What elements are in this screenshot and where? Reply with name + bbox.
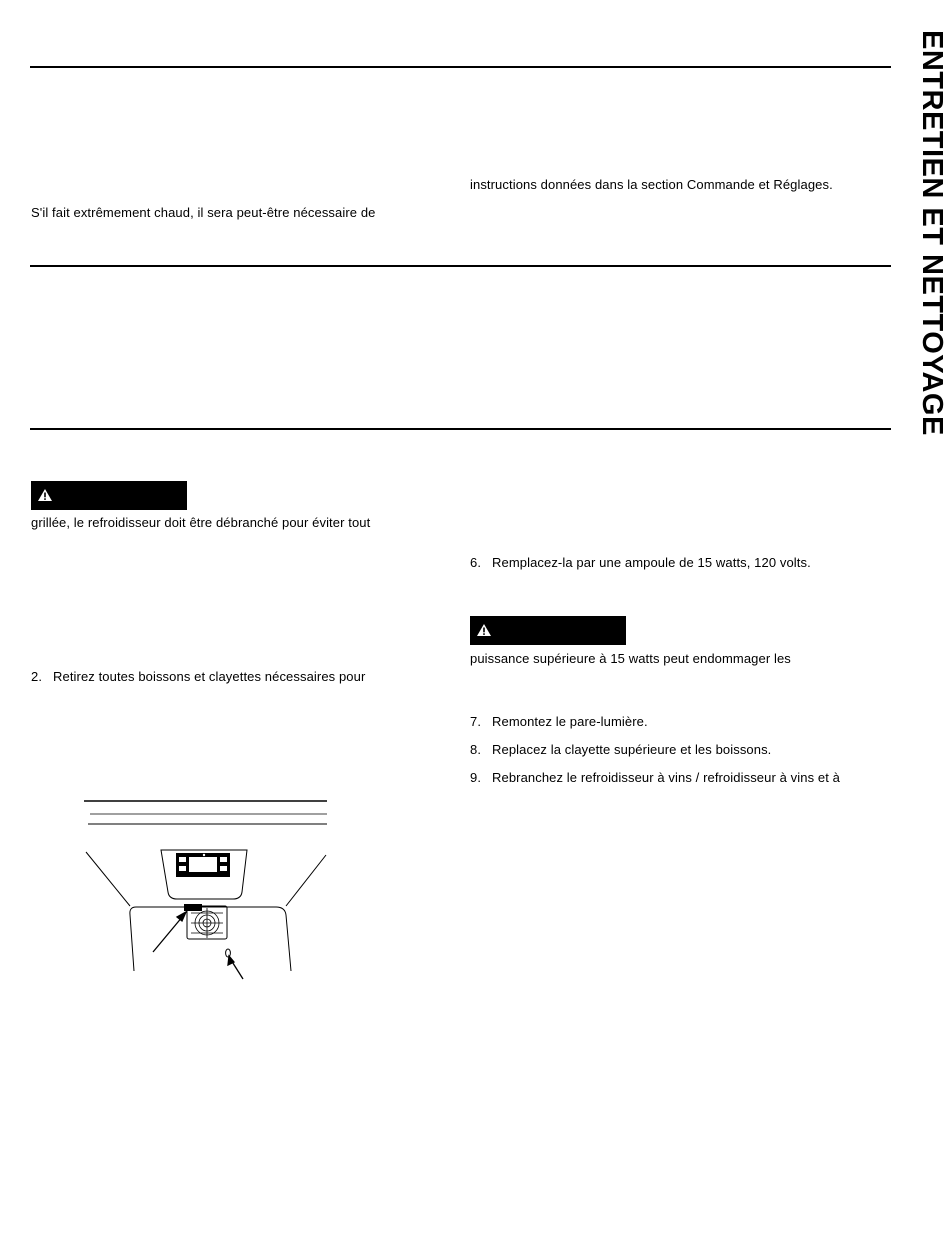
step-9 <box>470 770 840 786</box>
step-text: Remplacez-la par une ampoule de 15 watts, 120 volts. <box>492 555 811 570</box>
step-7 <box>470 714 648 730</box>
warning-triangle-icon <box>38 489 52 501</box>
step-text: Replacez la clayette supérieure et les boissons. <box>492 742 772 757</box>
step-number: 2. <box>31 669 43 684</box>
paragraph-wattage-warning: puissance supérieure à 15 watts peut endommager les <box>470 651 791 666</box>
step-text: Remontez le pare-lumière. <box>492 714 648 729</box>
side-section-title: ENTRETIEN ET NETTOYAGE <box>916 30 948 436</box>
step-text: Rebranchez le refroidisseur à vins / refroidisseur à vins et à <box>492 770 840 785</box>
step-8 <box>470 742 771 758</box>
section-rule-lower <box>30 428 891 430</box>
step-text: Retirez toutes boissons et clayettes nécessaires pour <box>53 669 366 684</box>
cooler-light-illustration <box>80 795 340 980</box>
step-number: 9. <box>470 770 482 785</box>
step-number: 6. <box>470 555 482 570</box>
step-6 <box>470 555 811 571</box>
step-2 <box>31 669 365 685</box>
step-number: 8. <box>470 742 482 757</box>
section-rule-middle <box>30 265 891 267</box>
warning-banner-right <box>470 616 626 645</box>
paragraph-extreme-heat: S'il fait extrêmement chaud, il sera peut-être nécessaire de <box>31 205 376 220</box>
paragraph-instructions: instructions données dans la section Commande et Réglages. <box>470 177 833 192</box>
warning-banner-left <box>31 481 187 510</box>
paragraph-burnt-bulb: grillée, le refroidisseur doit être débranché pour éviter tout <box>31 515 371 530</box>
warning-triangle-icon <box>477 624 491 636</box>
section-rule-top <box>30 66 891 68</box>
step-number: 7. <box>470 714 482 729</box>
